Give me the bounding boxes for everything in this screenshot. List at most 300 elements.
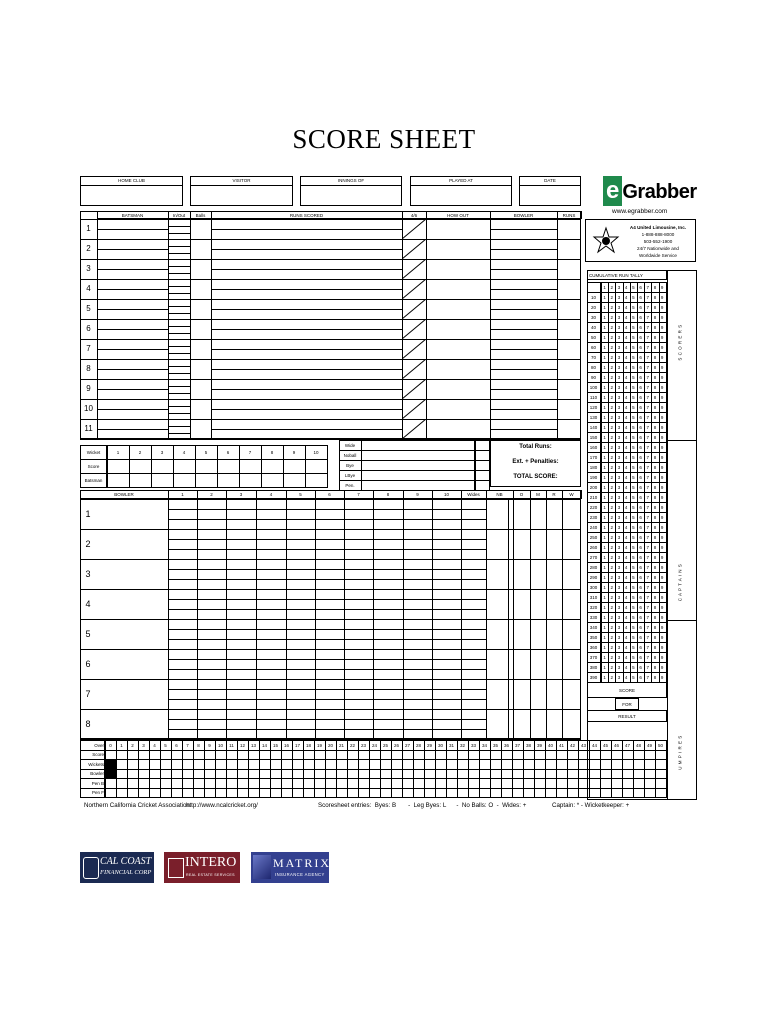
tally-digit: 6 <box>639 385 642 390</box>
tally-row-label: 240 <box>589 525 598 530</box>
tally-digit: 8 <box>653 645 657 650</box>
tally-row-label: 310 <box>589 595 598 600</box>
column-divider <box>256 529 257 559</box>
column-divider <box>432 499 433 529</box>
tally-digit: 3 <box>617 415 621 420</box>
column-divider <box>426 319 427 339</box>
tally-digit: 1 <box>603 565 606 570</box>
fow-cell[interactable] <box>129 459 152 474</box>
divider <box>168 426 190 427</box>
column-divider <box>513 589 514 619</box>
column-divider <box>546 499 547 529</box>
tally-digit: 6 <box>639 465 642 470</box>
tally-digit: 6 <box>639 295 642 300</box>
fow-cell[interactable] <box>195 459 218 474</box>
tally-digit: 4 <box>624 625 628 630</box>
divider <box>508 709 509 739</box>
over-number: 44 <box>591 742 597 748</box>
bowling-row[interactable] <box>80 709 581 740</box>
column-divider <box>256 499 257 529</box>
fow-cell[interactable] <box>195 473 218 488</box>
bowling-row[interactable] <box>80 649 581 680</box>
over-number: 17 <box>294 742 300 748</box>
tally-row-label: 160 <box>589 445 598 450</box>
bowling-header-label: M <box>536 492 540 497</box>
tally-row-label: 150 <box>589 435 598 440</box>
column-divider <box>315 559 316 589</box>
tally-title: CUMULATIVE RUN TALLY <box>589 273 643 278</box>
tally-digit: 9 <box>660 615 664 620</box>
tally-digit: 1 <box>603 645 606 650</box>
tally-digit: 7 <box>646 325 650 330</box>
column-divider <box>256 589 257 619</box>
calcoast-logo <box>80 852 154 883</box>
column-divider <box>562 529 563 559</box>
tally-digit: 7 <box>646 435 650 440</box>
divider <box>168 346 190 347</box>
column-divider <box>557 359 558 379</box>
fow-cell[interactable] <box>305 459 328 474</box>
tally-digit: 1 <box>603 495 606 500</box>
tally-digit: 6 <box>639 455 642 460</box>
tally-digit: 8 <box>653 415 657 420</box>
tally-digit: 6 <box>639 505 642 510</box>
tally-digit: 6 <box>639 345 642 350</box>
tally-digit: 5 <box>632 585 635 590</box>
divider <box>168 373 190 374</box>
tally-digit: 4 <box>624 345 628 350</box>
over-number: 47 <box>624 742 630 748</box>
calcoast-emblem-icon <box>83 857 99 879</box>
divider <box>211 269 402 270</box>
tally-digit: 6 <box>639 375 642 380</box>
tally-digit: 1 <box>603 575 606 580</box>
tally-digit: 9 <box>660 345 664 350</box>
tally-digit: 1 <box>603 315 606 320</box>
bowling-header-label: O <box>519 492 524 497</box>
fow-cell[interactable] <box>173 473 196 488</box>
extras-label: LBye <box>344 473 356 478</box>
column-divider <box>315 499 316 529</box>
column-divider <box>197 649 198 679</box>
divider <box>490 349 557 350</box>
column-divider <box>168 299 169 319</box>
fow-cell[interactable] <box>239 459 262 474</box>
tally-digit: 9 <box>660 625 664 630</box>
tally-digit: 9 <box>660 675 664 680</box>
column-divider <box>344 589 345 619</box>
ext-penalties-label: Ext. + Penalties: <box>512 459 559 465</box>
tally-digit: 1 <box>603 555 606 560</box>
tally-digit: 5 <box>632 505 635 510</box>
tally-digit: 2 <box>610 485 614 490</box>
over-number: 41 <box>558 742 564 748</box>
tally-digit: 1 <box>603 415 606 420</box>
column-divider <box>190 419 191 439</box>
tally-digit: 7 <box>646 585 650 590</box>
bowling-row[interactable] <box>80 559 581 590</box>
fow-cell[interactable] <box>283 459 306 474</box>
tally-digit: 8 <box>653 385 657 390</box>
tally-digit: 4 <box>624 365 628 370</box>
tally-row-label: 200 <box>589 485 598 490</box>
tally-digit: 7 <box>646 595 650 600</box>
tally-digit: 7 <box>646 285 650 290</box>
column-divider <box>513 499 514 529</box>
tally-digit: 9 <box>660 375 664 380</box>
tally-digit: 7 <box>646 425 650 430</box>
tally-side-label: U M P I R E S <box>677 735 683 770</box>
tally-digit: 8 <box>653 585 657 590</box>
tally-digit: 1 <box>603 295 606 300</box>
fow-cell[interactable] <box>239 473 262 488</box>
column-divider <box>256 679 257 709</box>
fow-cell[interactable] <box>107 459 130 474</box>
column-divider <box>226 529 227 559</box>
column-divider <box>530 499 531 529</box>
column-divider <box>426 379 427 399</box>
tally-digit: 7 <box>646 455 650 460</box>
over-number: 1 <box>120 742 123 748</box>
overs-label: Wickets <box>88 761 104 767</box>
divider <box>490 409 557 410</box>
tally-digit: 1 <box>603 655 606 660</box>
tally-digit: 3 <box>617 535 621 540</box>
tally-digit: 4 <box>624 605 628 610</box>
column-divider <box>168 679 169 709</box>
tally-digit: 8 <box>653 575 657 580</box>
column-divider <box>486 529 487 559</box>
tally-digit: 5 <box>632 495 635 500</box>
divider <box>168 433 190 434</box>
tally-digit: 1 <box>603 435 606 440</box>
tally-digit: 3 <box>617 435 621 440</box>
tally-digit: 5 <box>632 665 635 670</box>
tally-digit: 2 <box>610 335 614 340</box>
tally-digit: 9 <box>660 605 664 610</box>
tally-digit: 7 <box>646 365 650 370</box>
tally-digit: 7 <box>646 485 650 490</box>
column-divider <box>168 709 169 739</box>
tally-digit: 9 <box>660 455 664 460</box>
over-number: 19 <box>316 742 322 748</box>
limousine-text <box>622 224 694 259</box>
column-divider <box>197 619 198 649</box>
limousine-line: Worldwide Service <box>639 253 677 258</box>
tally-digit: 5 <box>632 345 635 350</box>
fow-number: 8 <box>270 450 274 455</box>
over-number: 37 <box>514 742 520 748</box>
over-number: 35 <box>492 742 498 748</box>
column-divider <box>168 529 169 559</box>
tally-row-label: 10 <box>590 295 596 300</box>
tally-digit: 1 <box>603 335 606 340</box>
bowling-header-label: BOWLER <box>114 492 134 497</box>
footer-url[interactable]: http://www.ncalcricket.org/ <box>186 802 258 809</box>
bowling-row[interactable] <box>80 499 581 530</box>
fow-cell[interactable] <box>261 473 284 488</box>
tally-digit: 6 <box>639 605 642 610</box>
column-divider <box>513 679 514 709</box>
fow-cell[interactable] <box>305 473 328 488</box>
column-divider <box>315 589 316 619</box>
tally-digit: 4 <box>624 305 628 310</box>
column-divider <box>197 679 198 709</box>
tally-digit: 1 <box>603 455 606 460</box>
tally-digit: 6 <box>639 655 642 660</box>
divider <box>211 249 402 250</box>
tally-digit: 5 <box>632 655 635 660</box>
bowling-row[interactable] <box>80 529 581 560</box>
fow-cell[interactable] <box>283 473 306 488</box>
tally-digit: 1 <box>603 485 606 490</box>
tally-digit: 3 <box>617 665 621 670</box>
tally-digit: 5 <box>632 305 635 310</box>
tally-digit: 9 <box>660 415 664 420</box>
tally-row-label: 270 <box>589 555 598 560</box>
tally-digit: 8 <box>653 345 657 350</box>
tally-digit: 4 <box>624 445 628 450</box>
tally-row-label: 390 <box>589 675 598 680</box>
over-number: 23 <box>360 742 366 748</box>
overs-label: Pen F <box>91 790 104 795</box>
fow-label: Batsman <box>84 478 103 483</box>
column-divider <box>557 419 558 439</box>
fow-cell[interactable] <box>261 459 284 474</box>
column-divider <box>426 339 427 359</box>
column-divider <box>426 219 427 239</box>
tally-digit: 5 <box>632 535 635 540</box>
bowling-row[interactable] <box>80 679 581 710</box>
tally-digit: 5 <box>632 595 635 600</box>
divider <box>667 270 668 800</box>
tally-digit: 3 <box>617 355 621 360</box>
column-divider <box>426 419 427 439</box>
tally-digit: 2 <box>610 545 614 550</box>
column-divider <box>432 559 433 589</box>
column-divider <box>562 649 563 679</box>
fow-cell[interactable] <box>151 459 174 474</box>
tally-digit: 8 <box>653 655 657 660</box>
tally-digit: 3 <box>617 335 621 340</box>
tally-digit: 3 <box>617 545 621 550</box>
tally-digit: 6 <box>639 315 642 320</box>
header-field-label: HOME CLUB <box>118 178 145 183</box>
tally-digit: 3 <box>617 295 621 300</box>
divider <box>168 293 190 294</box>
divider <box>168 659 486 660</box>
over-number: 33 <box>470 742 476 748</box>
tally-digit: 2 <box>610 525 614 530</box>
bowler-number: 8 <box>85 719 91 729</box>
over-number: 43 <box>580 742 586 748</box>
batting-header-label: RUNS <box>562 213 576 218</box>
over-number: 40 <box>547 742 553 748</box>
header-field-label: DATE <box>544 178 556 183</box>
tally-digit: 9 <box>660 405 664 410</box>
intero-logo <box>164 852 240 883</box>
tally-digit: 9 <box>660 465 664 470</box>
tally-digit: 5 <box>632 675 635 680</box>
batsman-number: 8 <box>86 364 91 373</box>
fow-cell[interactable] <box>217 459 240 474</box>
tally-digit: 2 <box>610 465 614 470</box>
fow-cell[interactable] <box>129 473 152 488</box>
column-divider <box>546 619 547 649</box>
tally-digit: 2 <box>610 355 614 360</box>
column-divider <box>557 399 558 419</box>
tally-digit: 3 <box>617 315 621 320</box>
fow-cell[interactable] <box>151 473 174 488</box>
tally-digit: 2 <box>610 285 614 290</box>
column-divider <box>557 319 558 339</box>
column-divider <box>461 589 462 619</box>
tally-digit: 1 <box>603 605 606 610</box>
fow-number: 6 <box>226 450 230 455</box>
divider <box>168 273 190 274</box>
tally-row-label: 330 <box>589 615 598 620</box>
matrix-sub: INSURANCE AGENCY <box>275 872 325 877</box>
tally-digit: 3 <box>617 345 621 350</box>
divider <box>508 559 509 589</box>
tally-digit: 8 <box>653 565 657 570</box>
over-number: 36 <box>503 742 509 748</box>
column-divider <box>461 679 462 709</box>
bowling-header-label: W <box>569 492 574 497</box>
column-divider <box>403 559 404 589</box>
tally-row-label: 130 <box>589 415 598 420</box>
column-divider <box>426 239 427 259</box>
divider <box>168 286 190 287</box>
tally-digit: 7 <box>646 385 650 390</box>
tally-digit: 5 <box>632 425 635 430</box>
divider <box>168 246 190 247</box>
tally-digit: 5 <box>632 455 635 460</box>
tally-digit: 7 <box>646 535 650 540</box>
tally-digit: 7 <box>646 465 650 470</box>
column-divider <box>403 709 404 739</box>
tally-digit: 3 <box>617 285 621 290</box>
tally-digit: 4 <box>624 555 628 560</box>
column-divider <box>426 299 427 319</box>
bowler-number: 6 <box>85 659 91 669</box>
tally-digit: 4 <box>624 315 628 320</box>
overs-label: Pen B <box>91 780 104 786</box>
over-number: 30 <box>437 742 443 748</box>
column-divider <box>530 709 531 739</box>
overs-label: Score <box>92 752 104 757</box>
bowling-row[interactable] <box>80 619 581 650</box>
tally-digit: 6 <box>639 675 642 680</box>
tally-digit: 9 <box>660 495 664 500</box>
column-divider <box>513 559 514 589</box>
divider <box>508 619 509 649</box>
tally-digit: 4 <box>624 415 628 420</box>
tally-digit: 2 <box>610 365 614 370</box>
column-divider <box>557 279 558 299</box>
column-divider <box>486 499 487 529</box>
tally-digit: 6 <box>639 555 642 560</box>
tally-digit: 2 <box>610 575 614 580</box>
tally-digit: 4 <box>624 355 628 360</box>
column-divider <box>344 559 345 589</box>
tally-row-label: 380 <box>589 665 598 670</box>
tally-digit: 6 <box>639 395 642 400</box>
tally-digit: 1 <box>603 305 606 310</box>
column-divider <box>403 649 404 679</box>
overs-label: Bowler <box>90 771 104 776</box>
tally-digit: 3 <box>617 485 621 490</box>
tally-digit: 5 <box>632 565 635 570</box>
divider <box>211 329 402 330</box>
page-title: SCORE SHEET <box>292 124 476 154</box>
four-six-diagonal <box>402 379 426 399</box>
tally-digit: 3 <box>617 625 621 630</box>
over-number: 34 <box>481 742 487 748</box>
tally-digit: 9 <box>660 355 664 360</box>
tally-digit: 9 <box>660 575 664 580</box>
tally-digit: 6 <box>639 535 642 540</box>
tally-digit: 4 <box>624 525 628 530</box>
column-divider <box>286 499 287 529</box>
column-divider <box>403 619 404 649</box>
header-field-label: PLAYED AT <box>449 178 473 183</box>
column-divider <box>557 339 558 359</box>
tally-row-label: 180 <box>589 465 598 470</box>
column-divider <box>286 529 287 559</box>
tally-digit: 3 <box>617 375 621 380</box>
tally-digit: 1 <box>603 365 606 370</box>
tally-digit: 2 <box>610 595 614 600</box>
tally-digit: 9 <box>660 515 664 520</box>
fow-cell[interactable] <box>217 473 240 488</box>
over-number: 28 <box>415 742 421 748</box>
column-divider <box>530 529 531 559</box>
bowler-number: 2 <box>85 539 91 549</box>
tally-digit: 4 <box>624 515 628 520</box>
tally-digit: 3 <box>617 635 621 640</box>
bowling-header-label: 5 <box>299 492 302 497</box>
divider <box>168 719 486 720</box>
column-divider <box>513 649 514 679</box>
tally-digit: 1 <box>603 505 606 510</box>
tally-digit: 4 <box>624 565 628 570</box>
tally-digit: 6 <box>639 475 642 480</box>
fow-number: 7 <box>248 450 252 455</box>
column-divider <box>168 279 169 299</box>
bowling-header-label: 1 <box>181 492 184 497</box>
bowling-row[interactable] <box>80 589 581 620</box>
tally-digit: 4 <box>624 595 628 600</box>
tally-digit: 5 <box>632 625 635 630</box>
column-divider <box>190 219 191 239</box>
tally-digit: 3 <box>617 555 621 560</box>
tally-digit: 7 <box>646 525 650 530</box>
extras-label: Bye <box>346 463 354 468</box>
tally-digit: 3 <box>617 475 621 480</box>
tally-digit: 9 <box>660 545 664 550</box>
fow-cell[interactable] <box>173 459 196 474</box>
tally-digit: 1 <box>603 545 606 550</box>
tally-digit: 9 <box>660 645 664 650</box>
tally-digit: 1 <box>603 585 606 590</box>
tally-digit: 2 <box>610 625 614 630</box>
fow-number: 3 <box>160 450 164 455</box>
column-divider <box>286 619 287 649</box>
tally-digit: 5 <box>632 375 635 380</box>
tally-digit: 7 <box>646 475 650 480</box>
fow-cell[interactable] <box>107 473 130 488</box>
